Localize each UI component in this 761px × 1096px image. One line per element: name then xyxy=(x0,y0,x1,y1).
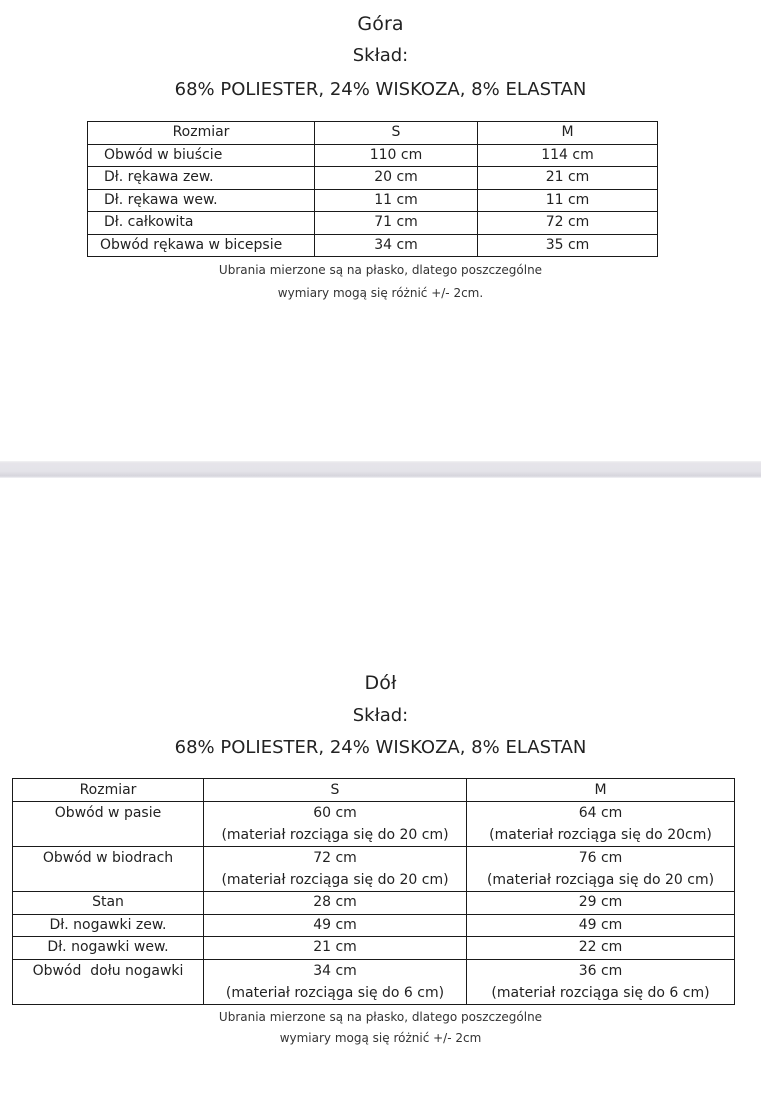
cell-s xyxy=(204,959,467,1004)
cell-s: 11 cm xyxy=(315,189,478,212)
cell-s-note: (materiał rozciąga się do 20 cm) xyxy=(221,872,449,888)
table-row xyxy=(88,212,658,235)
top-note-line1: Ubrania mierzone są na płasko, dlatego poszczególne xyxy=(218,263,543,277)
row-label: Dł. całkowita xyxy=(88,212,315,235)
cell-s-value: 60 cm xyxy=(313,805,357,821)
table-header-row xyxy=(13,779,735,802)
table-row xyxy=(13,847,735,892)
cell-m: 11 cm xyxy=(478,189,658,212)
bottom-composition: 68% POLIESTER, 24% WISKOZA, 8% ELASTAN xyxy=(174,737,587,758)
bottom-note-line1: Ubrania mierzone są na płasko, dlatego poszczególne xyxy=(218,1010,543,1024)
cell-m-note: (materiał rozciąga się do 20 cm) xyxy=(486,872,715,888)
cell-m-value: 64 cm xyxy=(578,805,623,821)
row-label: Stan xyxy=(13,892,204,915)
bottom-note-line2: wymiary mogą się różnić +/- 2cm xyxy=(279,1031,482,1045)
header-size: Rozmiar xyxy=(88,122,315,145)
cell-s-value: 72 cm xyxy=(313,850,357,866)
top-size-table xyxy=(87,121,658,257)
cell-m: 114 cm xyxy=(478,144,658,167)
header-size: Rozmiar xyxy=(13,779,204,802)
cell-m-note: (materiał rozciąga się do 6 cm) xyxy=(491,984,710,1001)
cell-m-value: 76 cm xyxy=(578,850,623,866)
cell-s: 34 cm xyxy=(315,234,478,257)
table-row xyxy=(88,189,658,212)
bottom-composition-label: Skład: xyxy=(352,705,409,726)
bottom-section-title: Dół xyxy=(364,672,397,694)
cell-m: 35 cm xyxy=(478,234,658,257)
cell-m-note: (materiał rozciąga się do 20cm) xyxy=(489,827,712,843)
cell-m-value: 36 cm xyxy=(578,962,623,979)
cell-s: 71 cm xyxy=(315,212,478,235)
top-composition: 68% POLIESTER, 24% WISKOZA, 8% ELASTAN xyxy=(174,79,587,100)
row-label: Dł. rękawa wew. xyxy=(88,189,315,212)
row-label: Obwód w biodrach xyxy=(13,847,204,892)
cell-s xyxy=(204,847,467,892)
cell-s: 110 cm xyxy=(315,144,478,167)
top-composition-label: Skład: xyxy=(352,45,409,66)
cell-s-note: (materiał rozciąga się do 6 cm) xyxy=(225,984,445,1001)
row-label: Obwód w biuście xyxy=(88,144,315,167)
row-label: Dł. nogawki wew. xyxy=(13,937,204,960)
header-m: M xyxy=(478,122,658,145)
table-row xyxy=(13,892,735,915)
table-row xyxy=(13,937,735,960)
row-label: Obwód rękawa w bicepsie xyxy=(88,234,315,257)
cell-s: 21 cm xyxy=(204,937,467,960)
cell-m: 29 cm xyxy=(467,892,735,915)
cell-m: 72 cm xyxy=(478,212,658,235)
table-row xyxy=(88,144,658,167)
row-label: Dł. rękawa zew. xyxy=(88,167,315,190)
top-section-title: Góra xyxy=(357,13,404,35)
table-row xyxy=(13,959,735,1004)
cell-m xyxy=(467,959,735,1004)
header-s: S xyxy=(315,122,478,145)
cell-m: 22 cm xyxy=(467,937,735,960)
row-label: Obwód dołu nogawki xyxy=(13,959,204,1004)
page-separator xyxy=(0,461,761,478)
row-label: Obwód w pasie xyxy=(13,802,204,847)
cell-m: 49 cm xyxy=(467,914,735,937)
table-row xyxy=(13,802,735,847)
cell-s: 49 cm xyxy=(204,914,467,937)
table-header-row xyxy=(88,122,658,145)
cell-m: 21 cm xyxy=(478,167,658,190)
cell-s: 28 cm xyxy=(204,892,467,915)
cell-m xyxy=(467,847,735,892)
table-row xyxy=(13,914,735,937)
table-row xyxy=(88,234,658,257)
cell-s-note: (materiał rozciąga się do 20 cm) xyxy=(221,827,449,843)
top-note-line2: wymiary mogą się różnić +/- 2cm. xyxy=(277,286,484,300)
cell-s: 20 cm xyxy=(315,167,478,190)
table-row xyxy=(88,167,658,190)
cell-s xyxy=(204,802,467,847)
bottom-size-table xyxy=(12,778,735,1005)
row-label: Dł. nogawki zew. xyxy=(13,914,204,937)
cell-s-value: 34 cm xyxy=(313,962,357,979)
header-s: S xyxy=(204,779,467,802)
header-m: M xyxy=(467,779,735,802)
cell-m xyxy=(467,802,735,847)
